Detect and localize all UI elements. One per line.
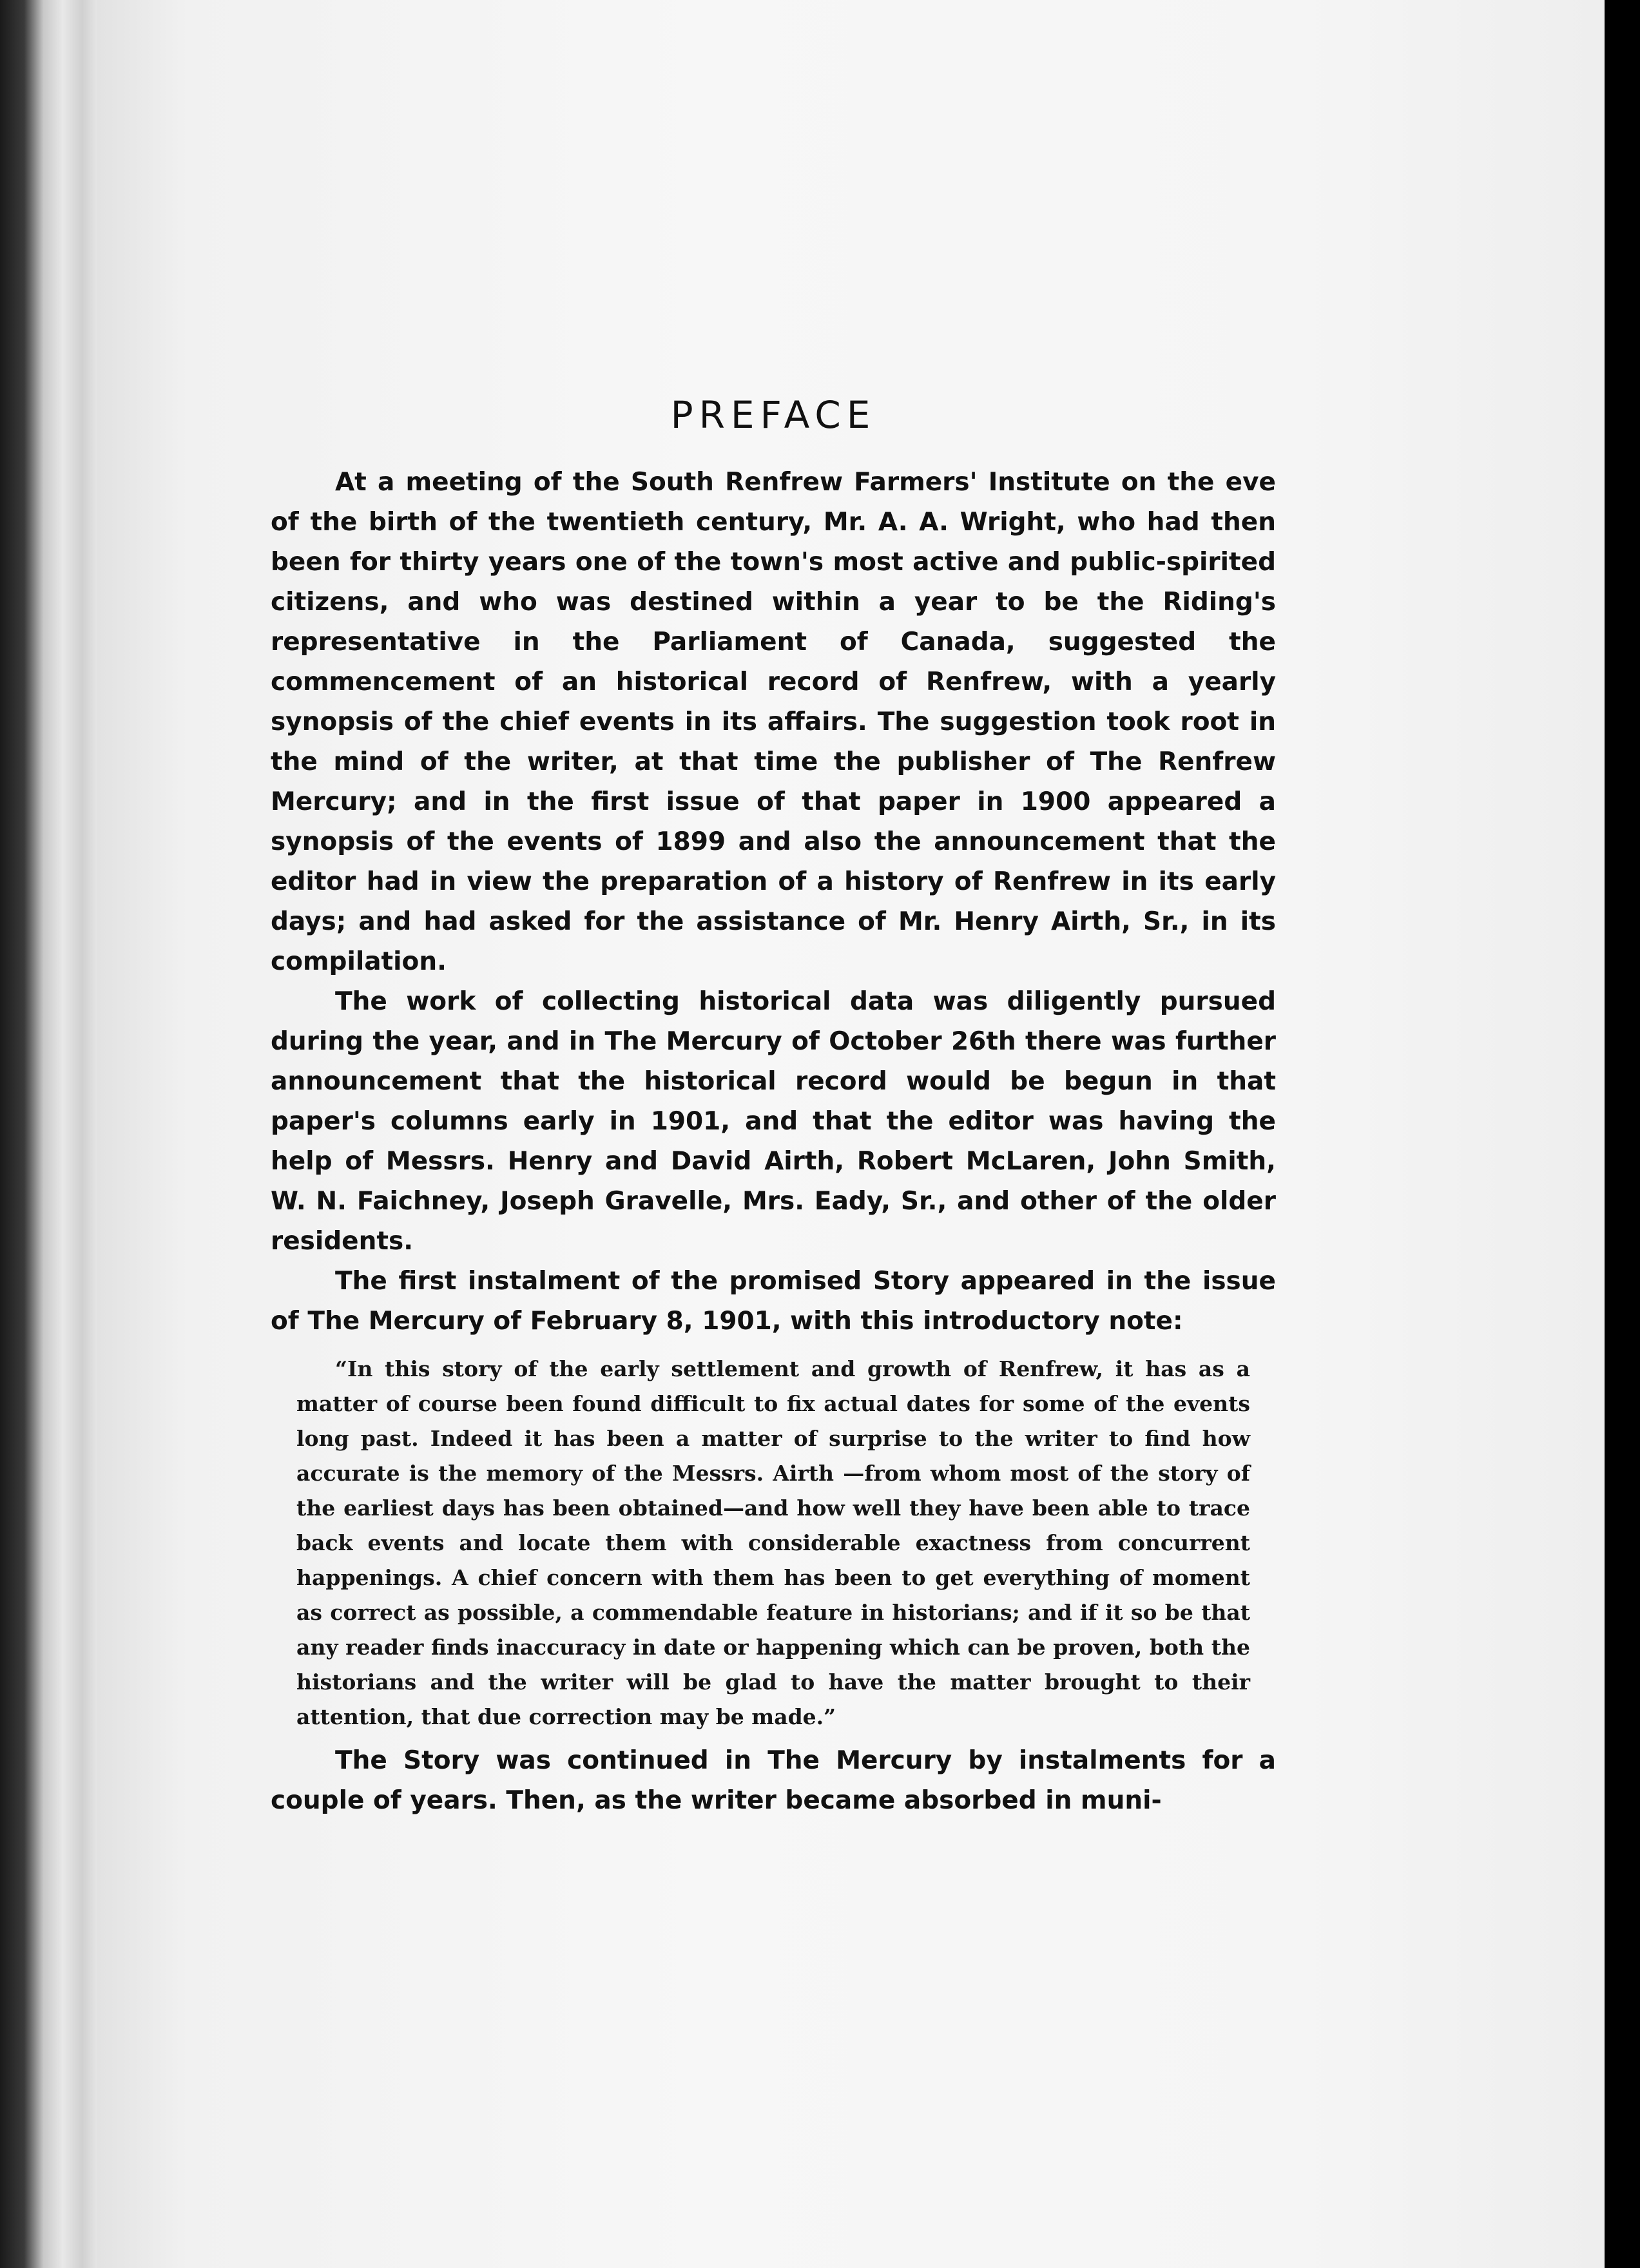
book-spine-shadow xyxy=(0,0,97,2268)
paragraph-2: The work of collecting historical data was diligently pursued during the year, and in The Mercury of October 26th there was further announcement that the historical record would be begun in that paper's columns early in 1901, and that the editor was having the help of Messrs. Henry and David Airth, Robert McLaren, John Smith, W. N. Faichney, Joseph Gravelle, Mrs. Eady, Sr., and other of the older residents. xyxy=(271,987,1276,1256)
right-page-edge xyxy=(1605,0,1640,2268)
preface-text-block xyxy=(271,361,1276,1821)
page-title: PREFACE xyxy=(670,393,876,437)
closing-paragraph: The Story was continued in The Mercury by instalments for a couple of years. Then, as the writer became absorbed in muni- xyxy=(271,1746,1276,1815)
paragraph-1: At a meeting of the South Renfrew Farmers' Institute on the eve of the birth of the twentieth century, Mr. A. A. Wright, who had then been for thirty years one of the town's most active and public-spirited citizens, and who was destined within a year to be the Riding's representative in the Parliament of Canada, suggested the commencement of an historical record of Renfrew, with a yearly synopsis of the chief events in its affairs. The suggestion took root in the mind of the writer, at that time the publisher of The Renfrew Mercury; and in the first issue of that paper in 1900 appeared a synopsis of the events of 1899 and also the announcement that the editor had in view the preparation of a history of Renfrew in its early days; and had asked for the assistance of Mr. Henry Airth, Sr., in its compilation. xyxy=(271,468,1276,976)
paragraph-3: The first instalment of the promised Story appeared in the issue of The Mercury of February 8, 1901, with this introductory note: xyxy=(271,1267,1276,1336)
block-quote: “In this story of the early settlement and growth of Renfrew, it has as a matter of course been found difficult to fix actual dates for some of the events long past. Indeed it has been a matter of surprise to the writer to find how accurate is the memory of the Messrs. Airth —from whom most of the story of the earliest days has been obtained—and how well they have been able to trace back events and locate them with considerable exactness from concurrent happenings. A chief concern with them has been to get everything of moment as correct as possible, a commendable feature in historians; and if it so be that any reader finds inaccuracy in date or happening which can be proven, both the historians and the writer will be glad to have the matter brought to their attention, that due correction may be made.” xyxy=(296,1356,1250,1729)
